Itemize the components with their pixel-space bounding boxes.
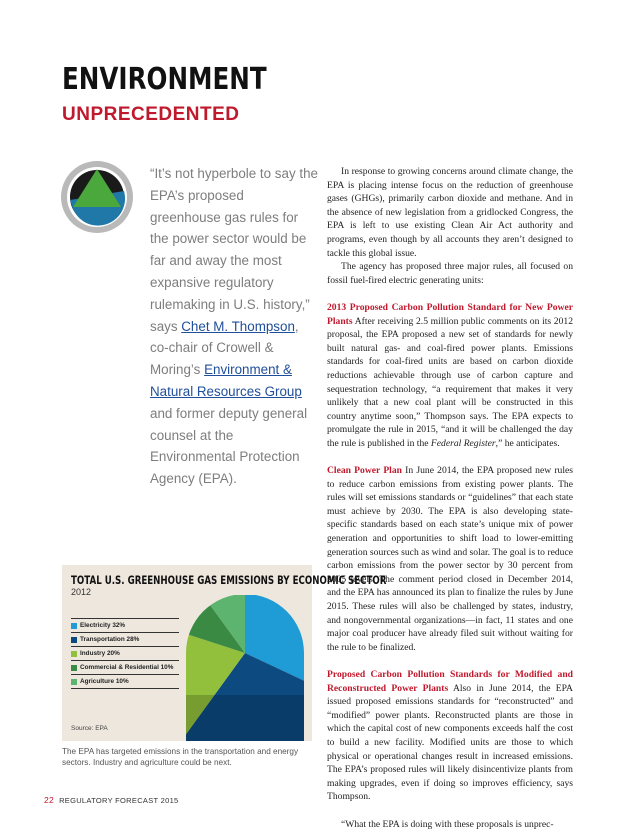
section-modified-plants-heading: Proposed Carbon Pollution Standards for Modified and Reconstructed Power Plants — [327, 669, 573, 694]
section-clean-power-plan — [327, 464, 573, 654]
chart-source: Source: EPA — [71, 725, 108, 732]
legend-label: Industry 20% — [80, 650, 120, 657]
legend-label: Agriculture 10% — [80, 678, 129, 685]
legend-swatch — [71, 623, 77, 629]
article-body — [327, 165, 573, 831]
closing-paragraph: “What the EPA is doing with these proposals is unprec- — [327, 818, 573, 831]
section-new-plants-text-a: After receiving 2.5 million public comments on its 2012 proposal, the EPA proposed a new set of standards for newly built natural gas- and coal-fired power plants. Emissions standards for coal-fired units are based on carbon dioxide reductions achievable through use of carbon capture and sequestration technology, “a requirement that makes it very unlikely that a new coal plant will be constructed in this country anytime soon,” Thompson says. The EPA expects to promulgate the rule in 2015, “and it will be challenged the day the rule is published in the — [327, 316, 573, 449]
legend-swatch — [71, 637, 77, 643]
legend-item — [71, 675, 179, 689]
page-number: 22 — [44, 795, 54, 805]
section-clean-power-plan-text: In June 2014, the EPA proposed new rules to reduce carbon emissions from existing power plants. The rules will set emissions standards or “guidelines” that each state must achieve by 2030. The EPA is also developing state-specific standards based on each state’s unique mix of power generation and opportunities to shift load to lower-emitting generation sources such as wind and solar. The goal is to reduce carbon emissions from the power sector by 30 percent from 2005 levels. The comment period closed in December 2014, and the EPA has announced its plan to finalize the rules by June 2015. These rules will also be challenged by states, industry, and nongovernmental organizations—in fact, 11 states and one major coal producer have already filed suit without waiting for the rule to be finalized. — [327, 465, 573, 653]
section-clean-power-plan-heading: Clean Power Plan — [327, 465, 402, 476]
chart-legend — [71, 618, 179, 689]
legend-item — [71, 661, 179, 675]
page-footer — [44, 795, 179, 805]
chart-year: 2012 — [71, 587, 91, 597]
chart-plot — [186, 595, 304, 741]
triangle-gauge-icon — [60, 160, 134, 234]
person-link[interactable]: Chet M. Thompson — [181, 319, 295, 334]
page-title: ENVIRONMENT — [62, 62, 267, 97]
section-new-plants-text-b: ,” he anticipates. — [496, 438, 560, 449]
legend-item — [71, 633, 179, 647]
chart-caption: The EPA has targeted emissions in the transportation and energy sectors. Industry and agriculture could be next. — [62, 746, 310, 768]
legend-label: Electricity 32% — [80, 622, 125, 629]
quote-text-2: , co-chair of Crowell & Moring’s — [150, 319, 299, 378]
emissions-chart — [62, 565, 312, 741]
section-new-plants-heading: 2013 Proposed Carbon Pollution Standard for New Power Plants — [327, 302, 573, 327]
intro-paragraph-1: In response to growing concerns around climate change, the EPA is placing intense focus on the reduction of greenhouse gases (GHGs), primarily carbon dioxide and methane. And in the absence of new legislation from a gridlocked Congress, the EPA is left to use existing Clean Air Act authority and programs, even though by all accounts they aren’t designed to tackle this global issue. — [327, 165, 573, 260]
federal-register-italic: Federal Register — [431, 438, 496, 449]
footer-label: REGULATORY FORECAST 2015 — [59, 796, 178, 805]
section-modified-plants-text: Also in June 2014, the EPA issued proposed emissions standards for “reconstructed” and “modified” power plants. Reconstructed plants are those in which the capital cost of new components exceeds half the cost to build a new facility. Modified units are those to which physical or operational changes result in increased emissions. The EPA’s proposed rules will likely disincentivize plants from making upgrades, even if doing so improves efficiency, says Thompson. — [327, 683, 573, 803]
pie-base-shade — [186, 695, 304, 741]
page-subtitle: UNPRECEDENTED — [62, 104, 240, 126]
section-modified-plants — [327, 668, 573, 804]
intro-paragraph-2: The agency has proposed three major rules, all focused on fossil fuel-fired electric generating units: — [327, 260, 573, 287]
section-new-plants — [327, 301, 573, 451]
pull-quote — [150, 163, 318, 490]
legend-label: Commercial & Residential 10% — [80, 664, 173, 671]
legend-swatch — [71, 679, 77, 685]
legend-swatch — [71, 665, 77, 671]
quote-text-3: and former deputy general counsel at the Environmental Protection Agency (EPA). — [150, 406, 307, 486]
legend-item — [71, 647, 179, 661]
group-link[interactable]: Environment & Natural Resources Group — [150, 362, 302, 399]
chart-title: TOTAL U.S. GREENHOUSE GAS EMISSIONS BY ECONOMIC SECTOR — [71, 573, 386, 587]
legend-label: Transportation 28% — [80, 636, 139, 643]
legend-swatch — [71, 651, 77, 657]
legend-item — [71, 618, 179, 633]
quote-text-1: “It’s not hyperbole to say the EPA’s proposed greenhouse gas rules for the power sector would be far and away the most expansive regulatory rulemaking in U.S. history,” says — [150, 166, 318, 334]
